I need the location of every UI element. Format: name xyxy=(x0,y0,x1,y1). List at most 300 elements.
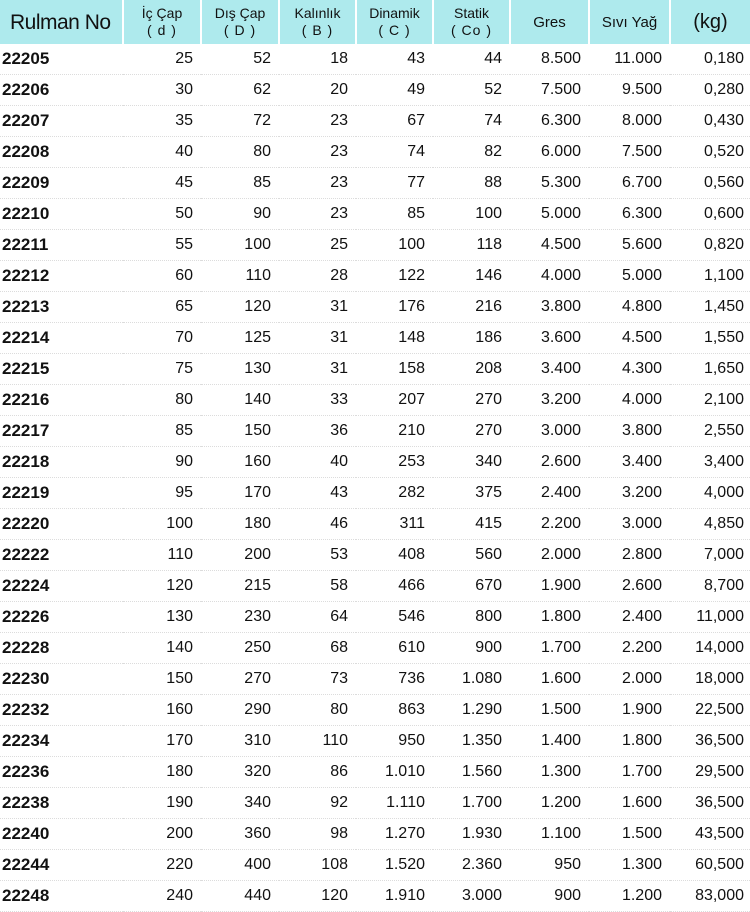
cell-sivi-yag: 4.300 xyxy=(589,354,670,385)
cell-statik: 270 xyxy=(433,385,510,416)
cell-rulman-no: 22214 xyxy=(0,323,123,354)
cell-kalinlik: 20 xyxy=(279,75,356,106)
cell-kalinlik: 28 xyxy=(279,261,356,292)
cell-gres: 2.000 xyxy=(510,540,589,571)
cell-gres: 2.600 xyxy=(510,447,589,478)
cell-statik: 415 xyxy=(433,509,510,540)
cell-kalinlik: 23 xyxy=(279,168,356,199)
table-row xyxy=(0,447,750,478)
cell-statik: 146 xyxy=(433,261,510,292)
cell-dis-cap: 130 xyxy=(201,354,279,385)
cell-kalinlik: 31 xyxy=(279,323,356,354)
cell-dinamik: 207 xyxy=(356,385,433,416)
cell-statik: 670 xyxy=(433,571,510,602)
cell-statik: 340 xyxy=(433,447,510,478)
cell-ic-cap: 190 xyxy=(123,788,201,819)
table-row xyxy=(0,292,750,323)
cell-ic-cap: 140 xyxy=(123,633,201,664)
cell-sivi-yag: 5.000 xyxy=(589,261,670,292)
cell-gres: 7.500 xyxy=(510,75,589,106)
table-row xyxy=(0,385,750,416)
cell-sivi-yag: 1.200 xyxy=(589,881,670,912)
cell-dis-cap: 52 xyxy=(201,44,279,75)
table-row xyxy=(0,75,750,106)
cell-rulman-no: 22209 xyxy=(0,168,123,199)
cell-statik: 1.700 xyxy=(433,788,510,819)
cell-ic-cap: 75 xyxy=(123,354,201,385)
table-row xyxy=(0,571,750,602)
cell-rulman-no: 22248 xyxy=(0,881,123,912)
cell-kalinlik: 31 xyxy=(279,354,356,385)
cell-statik: 74 xyxy=(433,106,510,137)
table-row xyxy=(0,261,750,292)
table-row xyxy=(0,199,750,230)
cell-sivi-yag: 5.600 xyxy=(589,230,670,261)
cell-rulman-no: 22213 xyxy=(0,292,123,323)
cell-ic-cap: 95 xyxy=(123,478,201,509)
cell-statik: 900 xyxy=(433,633,510,664)
cell-dis-cap: 170 xyxy=(201,478,279,509)
cell-ic-cap: 55 xyxy=(123,230,201,261)
cell-dis-cap: 400 xyxy=(201,850,279,881)
cell-gres: 950 xyxy=(510,850,589,881)
cell-dis-cap: 250 xyxy=(201,633,279,664)
cell-statik: 270 xyxy=(433,416,510,447)
cell-dinamik: 610 xyxy=(356,633,433,664)
cell-kg: 0,180 xyxy=(670,44,750,75)
cell-rulman-no: 22244 xyxy=(0,850,123,881)
cell-kg: 1,550 xyxy=(670,323,750,354)
cell-kalinlik: 25 xyxy=(279,230,356,261)
header-symbol: ( C ) xyxy=(378,22,411,38)
cell-dinamik: 1.270 xyxy=(356,819,433,850)
cell-gres: 2.400 xyxy=(510,478,589,509)
table-row xyxy=(0,44,750,75)
cell-statik: 3.000 xyxy=(433,881,510,912)
cell-kg: 2,550 xyxy=(670,416,750,447)
table-row xyxy=(0,788,750,819)
cell-kg: 0,560 xyxy=(670,168,750,199)
cell-ic-cap: 25 xyxy=(123,44,201,75)
cell-sivi-yag: 11.000 xyxy=(589,44,670,75)
cell-ic-cap: 110 xyxy=(123,540,201,571)
cell-sivi-yag: 3.000 xyxy=(589,509,670,540)
cell-kg: 7,000 xyxy=(670,540,750,571)
cell-ic-cap: 200 xyxy=(123,819,201,850)
cell-kalinlik: 110 xyxy=(279,726,356,757)
cell-dinamik: 49 xyxy=(356,75,433,106)
table-row xyxy=(0,695,750,726)
cell-kalinlik: 108 xyxy=(279,850,356,881)
cell-rulman-no: 22208 xyxy=(0,137,123,168)
cell-dinamik: 863 xyxy=(356,695,433,726)
header-symbol: ( D ) xyxy=(223,22,257,38)
cell-sivi-yag: 6.700 xyxy=(589,168,670,199)
cell-gres: 900 xyxy=(510,881,589,912)
cell-rulman-no: 22216 xyxy=(0,385,123,416)
cell-kalinlik: 86 xyxy=(279,757,356,788)
cell-kalinlik: 98 xyxy=(279,819,356,850)
cell-dis-cap: 200 xyxy=(201,540,279,571)
cell-rulman-no: 22230 xyxy=(0,664,123,695)
cell-dinamik: 210 xyxy=(356,416,433,447)
cell-kalinlik: 43 xyxy=(279,478,356,509)
table-row xyxy=(0,323,750,354)
cell-kalinlik: 31 xyxy=(279,292,356,323)
table-row xyxy=(0,726,750,757)
cell-sivi-yag: 1.600 xyxy=(589,788,670,819)
cell-ic-cap: 180 xyxy=(123,757,201,788)
cell-ic-cap: 160 xyxy=(123,695,201,726)
cell-rulman-no: 22205 xyxy=(0,44,123,75)
cell-statik: 2.360 xyxy=(433,850,510,881)
cell-dinamik: 74 xyxy=(356,137,433,168)
cell-ic-cap: 50 xyxy=(123,199,201,230)
header-dinamik xyxy=(356,0,433,44)
cell-statik: 1.560 xyxy=(433,757,510,788)
cell-rulman-no: 22228 xyxy=(0,633,123,664)
cell-dinamik: 100 xyxy=(356,230,433,261)
cell-dis-cap: 360 xyxy=(201,819,279,850)
cell-gres: 1.300 xyxy=(510,757,589,788)
cell-ic-cap: 65 xyxy=(123,292,201,323)
cell-kalinlik: 23 xyxy=(279,137,356,168)
cell-dinamik: 253 xyxy=(356,447,433,478)
cell-ic-cap: 130 xyxy=(123,602,201,633)
cell-statik: 100 xyxy=(433,199,510,230)
cell-statik: 375 xyxy=(433,478,510,509)
cell-kalinlik: 18 xyxy=(279,44,356,75)
header-label: Dış Çap xyxy=(214,5,266,21)
header-symbol: ( Co ) xyxy=(451,22,492,38)
cell-kg: 18,000 xyxy=(670,664,750,695)
table-row xyxy=(0,602,750,633)
cell-ic-cap: 240 xyxy=(123,881,201,912)
cell-kalinlik: 80 xyxy=(279,695,356,726)
cell-rulman-no: 22212 xyxy=(0,261,123,292)
cell-dinamik: 77 xyxy=(356,168,433,199)
table-row xyxy=(0,478,750,509)
header-kg xyxy=(670,0,750,44)
cell-dis-cap: 90 xyxy=(201,199,279,230)
cell-dinamik: 122 xyxy=(356,261,433,292)
cell-ic-cap: 220 xyxy=(123,850,201,881)
cell-sivi-yag: 1.500 xyxy=(589,819,670,850)
cell-dis-cap: 120 xyxy=(201,292,279,323)
cell-kg: 0,600 xyxy=(670,199,750,230)
cell-sivi-yag: 4.000 xyxy=(589,385,670,416)
cell-ic-cap: 100 xyxy=(123,509,201,540)
cell-dinamik: 158 xyxy=(356,354,433,385)
cell-dinamik: 148 xyxy=(356,323,433,354)
cell-statik: 560 xyxy=(433,540,510,571)
cell-kalinlik: 73 xyxy=(279,664,356,695)
table-row xyxy=(0,850,750,881)
cell-dis-cap: 100 xyxy=(201,230,279,261)
cell-gres: 1.500 xyxy=(510,695,589,726)
header-statik xyxy=(433,0,510,44)
cell-ic-cap: 45 xyxy=(123,168,201,199)
table-row xyxy=(0,137,750,168)
cell-kalinlik: 64 xyxy=(279,602,356,633)
cell-ic-cap: 40 xyxy=(123,137,201,168)
table-row xyxy=(0,540,750,571)
cell-rulman-no: 22224 xyxy=(0,571,123,602)
cell-gres: 1.600 xyxy=(510,664,589,695)
cell-dinamik: 1.520 xyxy=(356,850,433,881)
cell-rulman-no: 22234 xyxy=(0,726,123,757)
cell-kg: 60,500 xyxy=(670,850,750,881)
cell-statik: 82 xyxy=(433,137,510,168)
header-label: Gres xyxy=(533,13,566,31)
table-row xyxy=(0,106,750,137)
table-row xyxy=(0,664,750,695)
cell-sivi-yag: 6.300 xyxy=(589,199,670,230)
cell-kg: 0,520 xyxy=(670,137,750,168)
cell-rulman-no: 22232 xyxy=(0,695,123,726)
cell-gres: 1.700 xyxy=(510,633,589,664)
cell-dis-cap: 110 xyxy=(201,261,279,292)
cell-rulman-no: 22238 xyxy=(0,788,123,819)
cell-rulman-no: 22219 xyxy=(0,478,123,509)
cell-kg: 1,100 xyxy=(670,261,750,292)
cell-statik: 1.290 xyxy=(433,695,510,726)
table-row xyxy=(0,168,750,199)
cell-dis-cap: 290 xyxy=(201,695,279,726)
cell-statik: 800 xyxy=(433,602,510,633)
cell-sivi-yag: 2.600 xyxy=(589,571,670,602)
cell-kg: 1,650 xyxy=(670,354,750,385)
cell-ic-cap: 60 xyxy=(123,261,201,292)
cell-kg: 83,000 xyxy=(670,881,750,912)
cell-rulman-no: 22240 xyxy=(0,819,123,850)
cell-rulman-no: 22210 xyxy=(0,199,123,230)
cell-gres: 5.300 xyxy=(510,168,589,199)
header-label: Rulman No xyxy=(10,10,111,34)
cell-statik: 1.350 xyxy=(433,726,510,757)
cell-sivi-yag: 7.500 xyxy=(589,137,670,168)
cell-sivi-yag: 2.800 xyxy=(589,540,670,571)
cell-ic-cap: 85 xyxy=(123,416,201,447)
cell-gres: 4.000 xyxy=(510,261,589,292)
cell-kalinlik: 68 xyxy=(279,633,356,664)
header-rulman-no xyxy=(0,0,123,44)
cell-ic-cap: 170 xyxy=(123,726,201,757)
table-row xyxy=(0,354,750,385)
cell-rulman-no: 22211 xyxy=(0,230,123,261)
cell-kalinlik: 23 xyxy=(279,199,356,230)
table-row xyxy=(0,757,750,788)
cell-dis-cap: 340 xyxy=(201,788,279,819)
cell-kg: 22,500 xyxy=(670,695,750,726)
header-label: Kalınlık xyxy=(294,5,341,21)
cell-gres: 1.400 xyxy=(510,726,589,757)
header-ic-cap xyxy=(123,0,201,44)
cell-kg: 29,500 xyxy=(670,757,750,788)
cell-gres: 3.000 xyxy=(510,416,589,447)
cell-sivi-yag: 3.800 xyxy=(589,416,670,447)
cell-rulman-no: 22217 xyxy=(0,416,123,447)
cell-ic-cap: 90 xyxy=(123,447,201,478)
cell-sivi-yag: 1.700 xyxy=(589,757,670,788)
cell-ic-cap: 35 xyxy=(123,106,201,137)
cell-gres: 1.200 xyxy=(510,788,589,819)
cell-statik: 52 xyxy=(433,75,510,106)
cell-dis-cap: 62 xyxy=(201,75,279,106)
table-row xyxy=(0,416,750,447)
cell-rulman-no: 22222 xyxy=(0,540,123,571)
cell-rulman-no: 22207 xyxy=(0,106,123,137)
cell-dinamik: 176 xyxy=(356,292,433,323)
cell-ic-cap: 150 xyxy=(123,664,201,695)
cell-sivi-yag: 2.400 xyxy=(589,602,670,633)
cell-dis-cap: 160 xyxy=(201,447,279,478)
cell-ic-cap: 80 xyxy=(123,385,201,416)
cell-dis-cap: 140 xyxy=(201,385,279,416)
header-row xyxy=(0,0,750,44)
cell-dis-cap: 150 xyxy=(201,416,279,447)
cell-gres: 1.800 xyxy=(510,602,589,633)
cell-kg: 4,000 xyxy=(670,478,750,509)
cell-statik: 88 xyxy=(433,168,510,199)
cell-gres: 2.200 xyxy=(510,509,589,540)
cell-kalinlik: 36 xyxy=(279,416,356,447)
cell-dis-cap: 180 xyxy=(201,509,279,540)
header-gres xyxy=(510,0,589,44)
table-row xyxy=(0,633,750,664)
cell-sivi-yag: 4.500 xyxy=(589,323,670,354)
cell-statik: 186 xyxy=(433,323,510,354)
cell-kg: 14,000 xyxy=(670,633,750,664)
cell-ic-cap: 120 xyxy=(123,571,201,602)
cell-kalinlik: 40 xyxy=(279,447,356,478)
cell-dis-cap: 72 xyxy=(201,106,279,137)
cell-sivi-yag: 1.800 xyxy=(589,726,670,757)
cell-statik: 216 xyxy=(433,292,510,323)
cell-rulman-no: 22218 xyxy=(0,447,123,478)
cell-gres: 1.900 xyxy=(510,571,589,602)
cell-rulman-no: 22206 xyxy=(0,75,123,106)
cell-dinamik: 282 xyxy=(356,478,433,509)
cell-sivi-yag: 9.500 xyxy=(589,75,670,106)
cell-kg: 4,850 xyxy=(670,509,750,540)
cell-statik: 208 xyxy=(433,354,510,385)
cell-gres: 8.500 xyxy=(510,44,589,75)
cell-sivi-yag: 4.800 xyxy=(589,292,670,323)
cell-sivi-yag: 8.000 xyxy=(589,106,670,137)
cell-gres: 5.000 xyxy=(510,199,589,230)
cell-kg: 43,500 xyxy=(670,819,750,850)
cell-dinamik: 311 xyxy=(356,509,433,540)
cell-ic-cap: 30 xyxy=(123,75,201,106)
cell-kg: 0,820 xyxy=(670,230,750,261)
cell-rulman-no: 22236 xyxy=(0,757,123,788)
cell-gres: 3.400 xyxy=(510,354,589,385)
header-symbol: ( B ) xyxy=(301,22,334,38)
cell-gres: 3.200 xyxy=(510,385,589,416)
cell-kalinlik: 92 xyxy=(279,788,356,819)
table-row xyxy=(0,509,750,540)
cell-gres: 6.000 xyxy=(510,137,589,168)
cell-gres: 3.800 xyxy=(510,292,589,323)
cell-statik: 118 xyxy=(433,230,510,261)
cell-kg: 11,000 xyxy=(670,602,750,633)
cell-kg: 2,100 xyxy=(670,385,750,416)
cell-dinamik: 85 xyxy=(356,199,433,230)
cell-dinamik: 67 xyxy=(356,106,433,137)
cell-dinamik: 950 xyxy=(356,726,433,757)
cell-dis-cap: 230 xyxy=(201,602,279,633)
header-dis-cap xyxy=(201,0,279,44)
cell-dis-cap: 80 xyxy=(201,137,279,168)
cell-statik: 1.930 xyxy=(433,819,510,850)
cell-kalinlik: 58 xyxy=(279,571,356,602)
cell-kg: 36,500 xyxy=(670,788,750,819)
cell-kg: 36,500 xyxy=(670,726,750,757)
cell-gres: 6.300 xyxy=(510,106,589,137)
cell-gres: 4.500 xyxy=(510,230,589,261)
cell-ic-cap: 70 xyxy=(123,323,201,354)
cell-sivi-yag: 1.300 xyxy=(589,850,670,881)
cell-rulman-no: 22226 xyxy=(0,602,123,633)
cell-kg: 3,400 xyxy=(670,447,750,478)
cell-dis-cap: 85 xyxy=(201,168,279,199)
cell-kg: 0,430 xyxy=(670,106,750,137)
cell-dinamik: 546 xyxy=(356,602,433,633)
cell-dis-cap: 310 xyxy=(201,726,279,757)
cell-rulman-no: 22220 xyxy=(0,509,123,540)
cell-kalinlik: 23 xyxy=(279,106,356,137)
cell-dis-cap: 125 xyxy=(201,323,279,354)
cell-sivi-yag: 2.000 xyxy=(589,664,670,695)
cell-dinamik: 466 xyxy=(356,571,433,602)
cell-dis-cap: 440 xyxy=(201,881,279,912)
cell-dinamik: 1.910 xyxy=(356,881,433,912)
cell-kalinlik: 120 xyxy=(279,881,356,912)
header-label: (kg) xyxy=(693,10,728,33)
cell-sivi-yag: 2.200 xyxy=(589,633,670,664)
cell-kalinlik: 46 xyxy=(279,509,356,540)
cell-kalinlik: 53 xyxy=(279,540,356,571)
header-label: Statik xyxy=(453,5,489,21)
cell-dis-cap: 270 xyxy=(201,664,279,695)
table-row xyxy=(0,881,750,912)
cell-gres: 1.100 xyxy=(510,819,589,850)
cell-sivi-yag: 3.200 xyxy=(589,478,670,509)
cell-dis-cap: 215 xyxy=(201,571,279,602)
table-body xyxy=(0,44,750,912)
cell-dinamik: 1.110 xyxy=(356,788,433,819)
header-kalinlik xyxy=(279,0,356,44)
cell-dinamik: 43 xyxy=(356,44,433,75)
cell-statik: 44 xyxy=(433,44,510,75)
cell-kg: 8,700 xyxy=(670,571,750,602)
cell-dinamik: 736 xyxy=(356,664,433,695)
cell-sivi-yag: 1.900 xyxy=(589,695,670,726)
cell-gres: 3.600 xyxy=(510,323,589,354)
cell-kg: 1,450 xyxy=(670,292,750,323)
cell-statik: 1.080 xyxy=(433,664,510,695)
table-row xyxy=(0,819,750,850)
cell-dinamik: 1.010 xyxy=(356,757,433,788)
cell-kg: 0,280 xyxy=(670,75,750,106)
cell-kalinlik: 33 xyxy=(279,385,356,416)
header-symbol: ( d ) xyxy=(147,22,177,38)
cell-dis-cap: 320 xyxy=(201,757,279,788)
table-header xyxy=(0,0,750,44)
cell-rulman-no: 22215 xyxy=(0,354,123,385)
header-sivi-yag xyxy=(589,0,670,44)
